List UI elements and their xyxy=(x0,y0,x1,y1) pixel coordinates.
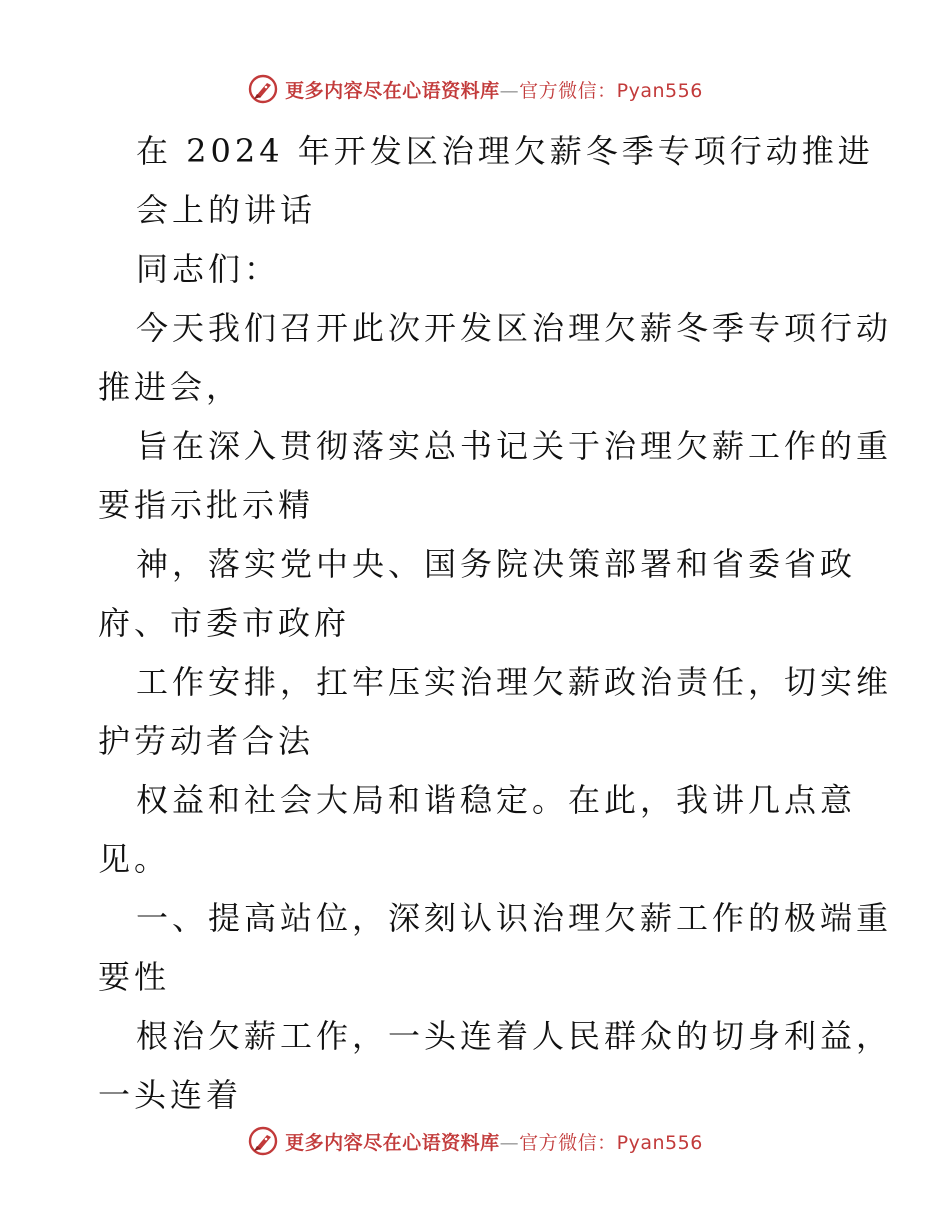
doc-line: 护劳动者合法 xyxy=(98,722,315,760)
doc-line: 府、市委市政府 xyxy=(98,604,351,642)
pen-nib-logo-icon xyxy=(247,73,279,105)
doc-line: 推进会， xyxy=(98,368,243,406)
doc-line: 一头连着 xyxy=(98,1076,243,1114)
doc-line: 要性 xyxy=(98,958,171,996)
doc-line: 会上的讲话 xyxy=(136,191,317,229)
watermark-row xyxy=(247,1125,703,1157)
watermark-row xyxy=(247,73,703,105)
watermark-text xyxy=(285,76,703,103)
watermark-wechat-text: 官方微信：Pyan556 xyxy=(519,79,703,102)
watermark-main-text: 更多内容尽在心语资料库 xyxy=(285,79,500,102)
watermark-banner-top xyxy=(0,72,950,106)
watermark-wechat-text: 官方微信：Pyan556 xyxy=(519,1131,703,1154)
watermark-banner-bottom xyxy=(0,1124,950,1158)
pen-nib-logo-icon xyxy=(247,1125,279,1157)
doc-line: 在 2024 年开发区治理欠薪冬季专项行动推进 xyxy=(136,132,874,170)
doc-line: 工作安排，扛牢压实治理欠薪政治责任，切实维 xyxy=(136,663,893,701)
doc-line: 根治欠薪工作，一头连着人民群众的切身利益， xyxy=(136,1017,893,1055)
doc-line: 权益和社会大局和谐稳定。在此，我讲几点意 xyxy=(136,781,857,819)
watermark-separator: — xyxy=(499,79,520,102)
doc-line: 要指示批示精 xyxy=(98,486,315,524)
doc-line: 神，落实党中央、国务院决策部署和省委省政 xyxy=(136,545,857,583)
document-body xyxy=(98,122,893,1125)
doc-line: 今天我们召开此次开发区治理欠薪冬季专项行动 xyxy=(136,309,893,347)
watermark-separator: — xyxy=(499,1131,520,1154)
watermark-text xyxy=(285,1128,703,1155)
doc-line: 同志们： xyxy=(136,250,281,288)
doc-line: 见。 xyxy=(98,840,171,878)
doc-line: 一、提高站位，深刻认识治理欠薪工作的极端重 xyxy=(136,899,893,937)
watermark-main-text: 更多内容尽在心语资料库 xyxy=(285,1131,500,1154)
doc-line: 旨在深入贯彻落实总书记关于治理欠薪工作的重 xyxy=(136,427,893,465)
